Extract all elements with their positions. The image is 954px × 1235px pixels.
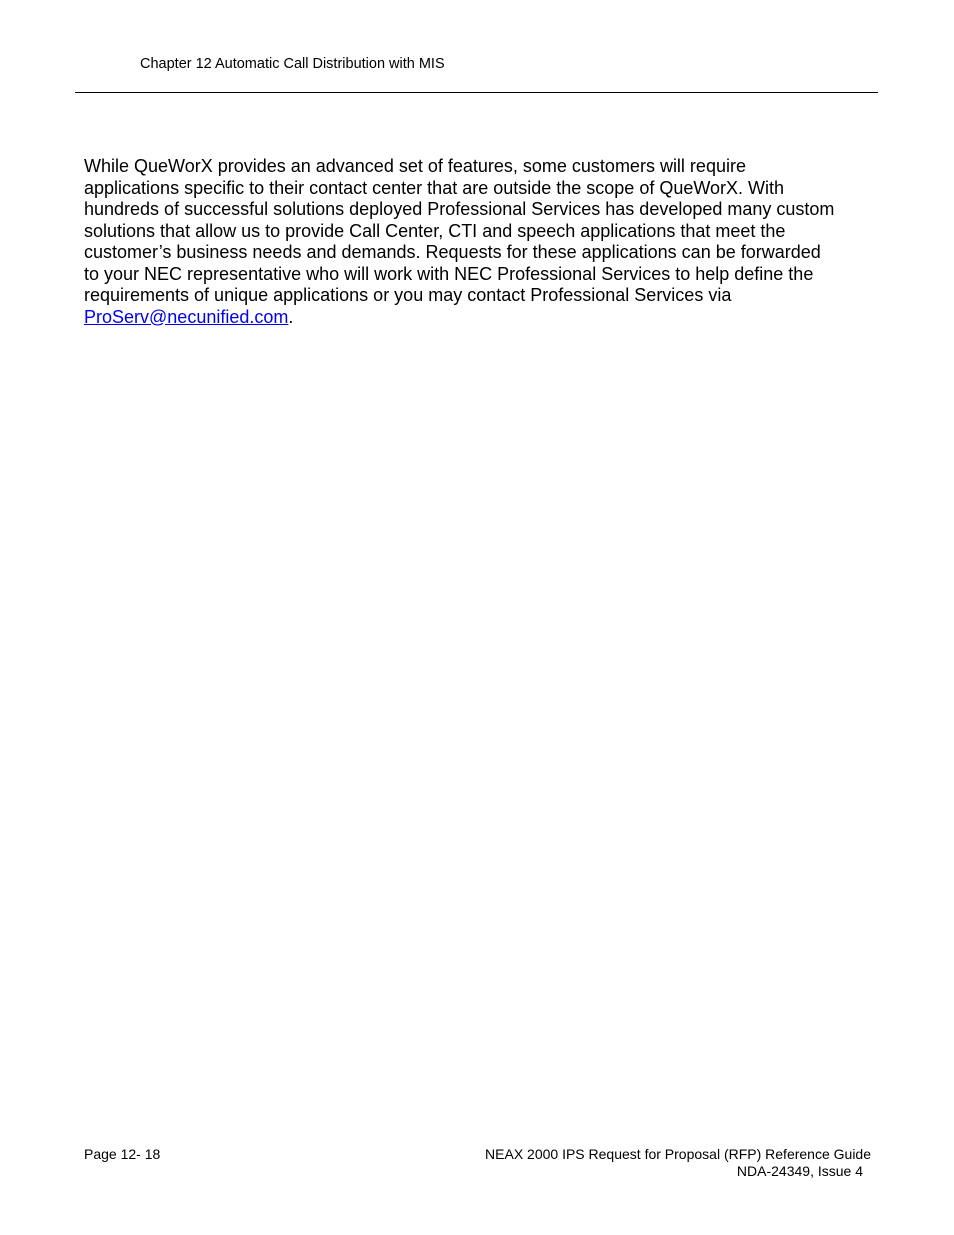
email-link[interactable]: ProServ@necunified.com	[84, 306, 289, 327]
paragraph-line: customer’s business needs and demands. Requests for these applications can be forwarded	[84, 242, 821, 262]
paragraph-line: solutions that allow us to provide Call Center, CTI and speech applications that meet the	[84, 220, 786, 241]
footer-doc-number: NDA-24349, Issue 4	[736, 1163, 863, 1179]
footer-guide-info	[485, 1146, 871, 1180]
footer-page-number: Page 12- 18	[84, 1146, 161, 1162]
paragraph-line: hundreds of successful solutions deployed Professional Services has developed many custom	[84, 199, 835, 219]
footer-guide-title: NEAX 2000 IPS Request for Proposal (RFP) Reference Guide	[485, 1146, 871, 1162]
chapter-header: Chapter 12 Automatic Call Distribution with MIS	[140, 56, 445, 72]
trailing-period: .	[288, 306, 294, 327]
paragraph-line: applications specific to their contact center that are outside the scope of QueWorX. With	[84, 177, 785, 198]
paragraph-line: requirements of unique applications or you may contact Professional Services via	[84, 285, 732, 305]
body-paragraph	[84, 156, 884, 328]
header-divider	[75, 92, 878, 93]
paragraph-last-line	[84, 307, 884, 329]
paragraph-line: While QueWorX provides an advanced set of features, some customers will require	[84, 156, 746, 176]
paragraph-line: to your NEC representative who will work with NEC Professional Services to help define the	[84, 263, 814, 284]
